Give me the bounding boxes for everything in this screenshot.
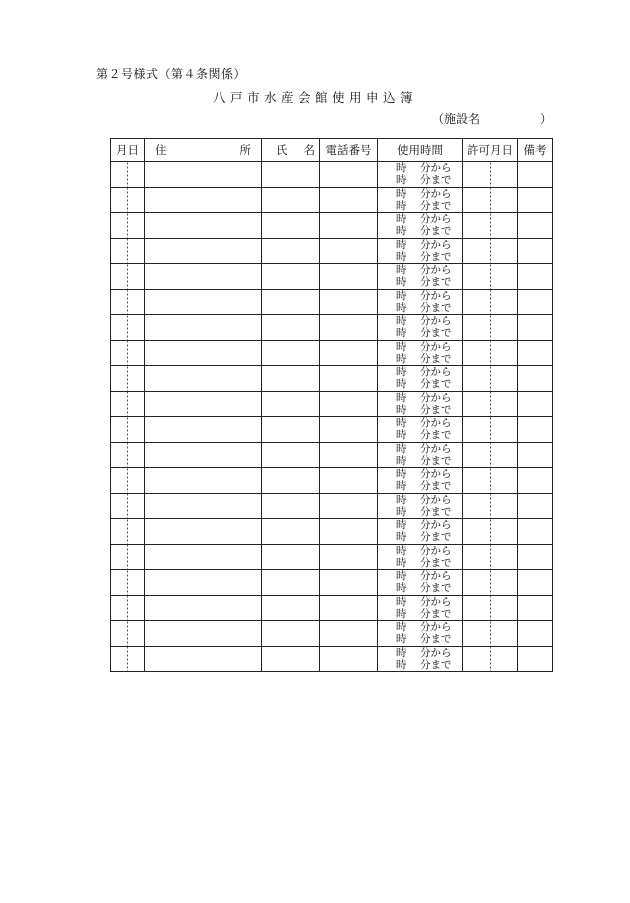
hour-label: 時 — [396, 213, 407, 226]
time-until-line — [396, 557, 462, 569]
usage-time-cell[interactable] — [378, 162, 463, 188]
hour-label: 時 — [396, 556, 407, 569]
time-from-line — [396, 570, 462, 582]
month-day-cell[interactable] — [111, 493, 145, 519]
time-until-line — [396, 659, 462, 671]
from-label: 分から — [420, 468, 452, 481]
time-from-line — [396, 213, 462, 225]
table-row — [111, 391, 553, 417]
name-cell[interactable] — [262, 391, 320, 417]
until-label: 分まで — [420, 174, 452, 187]
address-cell[interactable] — [145, 162, 262, 188]
remarks-cell[interactable] — [518, 162, 553, 188]
form-number: 第２号様式（第４条関係） — [96, 67, 247, 81]
table-row — [111, 340, 553, 366]
from-label: 分から — [420, 366, 452, 379]
address-cell[interactable] — [145, 493, 262, 519]
time-from-line — [396, 596, 462, 608]
usage-time-cell[interactable] — [378, 621, 463, 647]
address-cell[interactable] — [145, 187, 262, 213]
usage-time-cell[interactable] — [378, 519, 463, 545]
address-cell[interactable] — [145, 417, 262, 443]
name-cell[interactable] — [262, 595, 320, 621]
remarks-cell[interactable] — [518, 315, 553, 341]
from-label: 分から — [420, 391, 452, 404]
hour-label: 時 — [396, 633, 407, 646]
remarks-cell[interactable] — [518, 289, 553, 315]
address-cell[interactable] — [145, 315, 262, 341]
hour-label: 時 — [396, 250, 407, 263]
permit-date-cell[interactable] — [463, 340, 518, 366]
remarks-cell[interactable] — [518, 213, 553, 239]
from-label: 分から — [420, 621, 452, 634]
time-from-line — [396, 494, 462, 506]
permit-date-cell[interactable] — [463, 187, 518, 213]
address-cell[interactable] — [145, 264, 262, 290]
hour-label: 時 — [396, 531, 407, 544]
month-day-cell[interactable] — [111, 315, 145, 341]
until-label: 分まで — [420, 250, 452, 263]
permit-date-cell[interactable] — [463, 162, 518, 188]
name-cell[interactable] — [262, 187, 320, 213]
address-cell[interactable] — [145, 646, 262, 672]
phone-cell[interactable] — [320, 519, 378, 545]
table-row — [111, 544, 553, 570]
table-row — [111, 315, 553, 341]
table-row — [111, 468, 553, 494]
hour-label: 時 — [396, 621, 407, 634]
usage-time-cell[interactable] — [378, 366, 463, 392]
hour-label: 時 — [396, 595, 407, 608]
time-until-line — [396, 404, 462, 416]
name-cell[interactable] — [262, 340, 320, 366]
phone-cell[interactable] — [320, 570, 378, 596]
phone-cell[interactable] — [320, 544, 378, 570]
table-row — [111, 213, 553, 239]
from-label: 分から — [420, 315, 452, 328]
hour-label: 時 — [396, 162, 407, 175]
name-cell[interactable] — [262, 646, 320, 672]
time-from-line — [396, 443, 462, 455]
table-row — [111, 442, 553, 468]
name-cell[interactable] — [262, 264, 320, 290]
time-until-line — [396, 480, 462, 492]
time-until-line — [396, 353, 462, 365]
from-label: 分から — [420, 544, 452, 557]
until-label: 分まで — [420, 225, 452, 238]
permit-date-cell[interactable] — [463, 519, 518, 545]
from-label: 分から — [420, 519, 452, 532]
usage-time-cell[interactable] — [378, 595, 463, 621]
permit-date-cell[interactable] — [463, 468, 518, 494]
month-day-cell[interactable] — [111, 391, 145, 417]
phone-cell[interactable] — [320, 264, 378, 290]
month-day-cell[interactable] — [111, 264, 145, 290]
address-cell[interactable] — [145, 544, 262, 570]
header-name-right: 名 — [303, 143, 315, 157]
table-row — [111, 646, 553, 672]
permit-date-cell[interactable] — [463, 289, 518, 315]
header-name — [262, 139, 320, 162]
time-until-line — [396, 225, 462, 237]
hour-label: 時 — [396, 352, 407, 365]
phone-cell[interactable] — [320, 315, 378, 341]
month-day-cell[interactable] — [111, 621, 145, 647]
table-row — [111, 162, 553, 188]
table-row — [111, 289, 553, 315]
time-until-line — [396, 251, 462, 263]
header-phone: 電話番号 — [320, 139, 378, 162]
phone-cell[interactable] — [320, 468, 378, 494]
hour-label: 時 — [396, 315, 407, 328]
month-day-cell[interactable] — [111, 213, 145, 239]
remarks-cell[interactable] — [518, 595, 553, 621]
table-row — [111, 187, 553, 213]
month-day-cell[interactable] — [111, 238, 145, 264]
remarks-cell[interactable] — [518, 570, 553, 596]
time-until-line — [396, 506, 462, 518]
hour-label: 時 — [396, 429, 407, 442]
time-from-line — [396, 315, 462, 327]
month-day-cell[interactable] — [111, 646, 145, 672]
time-from-line — [396, 621, 462, 633]
header-address-left: 住 — [155, 143, 167, 157]
time-until-line — [396, 633, 462, 645]
hour-label: 時 — [396, 289, 407, 302]
address-cell[interactable] — [145, 289, 262, 315]
until-label: 分まで — [420, 327, 452, 340]
name-cell[interactable] — [262, 366, 320, 392]
hour-label: 時 — [396, 391, 407, 404]
time-until-line — [396, 582, 462, 594]
phone-cell[interactable] — [320, 417, 378, 443]
from-label: 分から — [420, 570, 452, 583]
table-row — [111, 621, 553, 647]
hour-label: 時 — [396, 327, 407, 340]
address-cell[interactable] — [145, 595, 262, 621]
remarks-cell[interactable] — [518, 187, 553, 213]
usage-time-cell[interactable] — [378, 340, 463, 366]
header-usage-time: 使用時間 — [378, 139, 463, 162]
table-row — [111, 519, 553, 545]
from-label: 分から — [420, 213, 452, 226]
name-cell[interactable] — [262, 468, 320, 494]
usage-time-cell[interactable] — [378, 468, 463, 494]
remarks-cell[interactable] — [518, 493, 553, 519]
name-cell[interactable] — [262, 289, 320, 315]
until-label: 分まで — [420, 556, 452, 569]
address-cell[interactable] — [145, 213, 262, 239]
permit-date-cell[interactable] — [463, 417, 518, 443]
phone-cell[interactable] — [320, 391, 378, 417]
hour-label: 時 — [396, 225, 407, 238]
address-cell[interactable] — [145, 391, 262, 417]
time-from-line — [396, 519, 462, 531]
time-from-line — [396, 545, 462, 557]
table-header-row — [111, 139, 553, 162]
time-until-line — [396, 429, 462, 441]
hour-label: 時 — [396, 301, 407, 314]
time-until-line — [396, 378, 462, 390]
name-cell[interactable] — [262, 315, 320, 341]
time-until-line — [396, 531, 462, 543]
hour-label: 時 — [396, 340, 407, 353]
usage-time-cell[interactable] — [378, 646, 463, 672]
month-day-cell[interactable] — [111, 366, 145, 392]
hour-label: 時 — [396, 174, 407, 187]
usage-time-cell[interactable] — [378, 442, 463, 468]
permit-date-cell[interactable] — [463, 646, 518, 672]
phone-cell[interactable] — [320, 187, 378, 213]
until-label: 分まで — [420, 378, 452, 391]
time-from-line — [396, 417, 462, 429]
permit-date-cell[interactable] — [463, 213, 518, 239]
time-from-line — [396, 392, 462, 404]
hour-label: 時 — [396, 519, 407, 532]
name-cell[interactable] — [262, 544, 320, 570]
month-day-cell[interactable] — [111, 519, 145, 545]
permit-date-cell[interactable] — [463, 442, 518, 468]
name-cell[interactable] — [262, 493, 320, 519]
remarks-cell[interactable] — [518, 391, 553, 417]
hour-label: 時 — [396, 570, 407, 583]
time-until-line — [396, 174, 462, 186]
usage-time-cell[interactable] — [378, 391, 463, 417]
phone-cell[interactable] — [320, 238, 378, 264]
from-label: 分から — [420, 493, 452, 506]
month-day-cell[interactable] — [111, 595, 145, 621]
time-from-line — [396, 264, 462, 276]
until-label: 分まで — [420, 505, 452, 518]
month-day-cell[interactable] — [111, 289, 145, 315]
month-day-cell[interactable] — [111, 340, 145, 366]
usage-time-cell[interactable] — [378, 544, 463, 570]
phone-cell[interactable] — [320, 493, 378, 519]
until-label: 分まで — [420, 352, 452, 365]
usage-time-cell[interactable] — [378, 493, 463, 519]
hour-label: 時 — [396, 442, 407, 455]
phone-cell[interactable] — [320, 340, 378, 366]
from-label: 分から — [420, 595, 452, 608]
hour-label: 時 — [396, 544, 407, 557]
phone-cell[interactable] — [320, 621, 378, 647]
time-from-line — [396, 647, 462, 659]
phone-cell[interactable] — [320, 646, 378, 672]
address-cell[interactable] — [145, 366, 262, 392]
until-label: 分まで — [420, 582, 452, 595]
phone-cell[interactable] — [320, 595, 378, 621]
hour-label: 時 — [396, 468, 407, 481]
facility-name-line — [432, 110, 552, 127]
phone-cell[interactable] — [320, 366, 378, 392]
remarks-cell[interactable] — [518, 366, 553, 392]
table-row — [111, 264, 553, 290]
time-from-line — [396, 341, 462, 353]
month-day-cell[interactable] — [111, 417, 145, 443]
facility-name-label: （施設名 — [432, 112, 481, 126]
time-until-line — [396, 276, 462, 288]
name-cell[interactable] — [262, 238, 320, 264]
until-label: 分まで — [420, 633, 452, 646]
from-label: 分から — [420, 340, 452, 353]
name-cell[interactable] — [262, 162, 320, 188]
hour-label: 時 — [396, 276, 407, 289]
hour-label: 時 — [396, 403, 407, 416]
month-day-cell[interactable] — [111, 468, 145, 494]
until-label: 分まで — [420, 480, 452, 493]
permit-date-cell[interactable] — [463, 366, 518, 392]
phone-cell[interactable] — [320, 442, 378, 468]
hour-label: 時 — [396, 505, 407, 518]
time-until-line — [396, 302, 462, 314]
until-label: 分まで — [420, 199, 452, 212]
remarks-cell[interactable] — [518, 264, 553, 290]
permit-date-cell[interactable] — [463, 595, 518, 621]
table-row — [111, 417, 553, 443]
month-day-cell[interactable] — [111, 544, 145, 570]
usage-time-cell[interactable] — [378, 213, 463, 239]
time-from-line — [396, 162, 462, 174]
address-cell[interactable] — [145, 468, 262, 494]
until-label: 分まで — [420, 429, 452, 442]
from-label: 分から — [420, 238, 452, 251]
until-label: 分まで — [420, 301, 452, 314]
table-row — [111, 570, 553, 596]
remarks-cell[interactable] — [518, 442, 553, 468]
month-day-cell[interactable] — [111, 162, 145, 188]
month-day-cell[interactable] — [111, 187, 145, 213]
name-cell[interactable] — [262, 570, 320, 596]
permit-date-cell[interactable] — [463, 264, 518, 290]
phone-cell[interactable] — [320, 289, 378, 315]
hour-label: 時 — [396, 366, 407, 379]
application-register-table — [110, 138, 553, 672]
remarks-cell[interactable] — [518, 519, 553, 545]
hour-label: 時 — [396, 417, 407, 430]
address-cell[interactable] — [145, 519, 262, 545]
usage-time-cell[interactable] — [378, 315, 463, 341]
usage-time-cell[interactable] — [378, 187, 463, 213]
until-label: 分まで — [420, 403, 452, 416]
hour-label: 時 — [396, 454, 407, 467]
until-label: 分まで — [420, 658, 452, 671]
time-from-line — [396, 290, 462, 302]
table-row — [111, 493, 553, 519]
table-row — [111, 366, 553, 392]
name-cell[interactable] — [262, 621, 320, 647]
time-from-line — [396, 366, 462, 378]
usage-time-cell[interactable] — [378, 238, 463, 264]
address-cell[interactable] — [145, 570, 262, 596]
until-label: 分まで — [420, 531, 452, 544]
permit-date-cell[interactable] — [463, 315, 518, 341]
header-address — [145, 139, 262, 162]
document-title: 八戸市水産会館使用申込簿 — [212, 90, 417, 105]
name-cell[interactable] — [262, 417, 320, 443]
hour-label: 時 — [396, 582, 407, 595]
phone-cell[interactable] — [320, 162, 378, 188]
phone-cell[interactable] — [320, 213, 378, 239]
remarks-cell[interactable] — [518, 621, 553, 647]
remarks-cell[interactable] — [518, 646, 553, 672]
hour-label: 時 — [396, 187, 407, 200]
address-cell[interactable] — [145, 621, 262, 647]
until-label: 分まで — [420, 607, 452, 620]
hour-label: 時 — [396, 607, 407, 620]
permit-date-cell[interactable] — [463, 238, 518, 264]
hour-label: 時 — [396, 264, 407, 277]
time-from-line — [396, 239, 462, 251]
permit-date-cell[interactable] — [463, 493, 518, 519]
hour-label: 時 — [396, 480, 407, 493]
time-until-line — [396, 200, 462, 212]
permit-date-cell[interactable] — [463, 544, 518, 570]
table-row — [111, 595, 553, 621]
permit-date-cell[interactable] — [463, 570, 518, 596]
header-name-left: 氏 — [276, 143, 288, 157]
usage-time-cell[interactable] — [378, 417, 463, 443]
time-from-line — [396, 468, 462, 480]
header-address-right: 所 — [239, 143, 251, 157]
remarks-cell[interactable] — [518, 340, 553, 366]
time-until-line — [396, 327, 462, 339]
name-cell[interactable] — [262, 519, 320, 545]
month-day-cell[interactable] — [111, 442, 145, 468]
until-label: 分まで — [420, 454, 452, 467]
hour-label: 時 — [396, 493, 407, 506]
permit-date-cell[interactable] — [463, 391, 518, 417]
usage-time-cell[interactable] — [378, 289, 463, 315]
hour-label: 時 — [396, 658, 407, 671]
header-remarks: 備考 — [518, 139, 553, 162]
from-label: 分から — [420, 417, 452, 430]
usage-time-cell[interactable] — [378, 264, 463, 290]
from-label: 分から — [420, 289, 452, 302]
name-cell[interactable] — [262, 442, 320, 468]
hour-label: 時 — [396, 378, 407, 391]
time-until-line — [396, 608, 462, 620]
address-cell[interactable] — [145, 340, 262, 366]
address-cell[interactable] — [145, 238, 262, 264]
register-body — [111, 162, 553, 672]
usage-time-cell[interactable] — [378, 570, 463, 596]
from-label: 分から — [420, 187, 452, 200]
name-cell[interactable] — [262, 213, 320, 239]
remarks-cell[interactable] — [518, 544, 553, 570]
time-until-line — [396, 455, 462, 467]
header-permit-date: 許可月日 — [463, 139, 518, 162]
hour-label: 時 — [396, 238, 407, 251]
permit-date-cell[interactable] — [463, 621, 518, 647]
hour-label: 時 — [396, 646, 407, 659]
remarks-cell[interactable] — [518, 238, 553, 264]
from-label: 分から — [420, 162, 452, 175]
from-label: 分から — [420, 442, 452, 455]
from-label: 分から — [420, 264, 452, 277]
until-label: 分まで — [420, 276, 452, 289]
time-from-line — [396, 188, 462, 200]
table-row — [111, 238, 553, 264]
remarks-cell[interactable] — [518, 468, 553, 494]
address-cell[interactable] — [145, 442, 262, 468]
from-label: 分から — [420, 646, 452, 659]
facility-name-close: ） — [540, 112, 553, 126]
header-month-day: 月日 — [111, 139, 145, 162]
remarks-cell[interactable] — [518, 417, 553, 443]
hour-label: 時 — [396, 199, 407, 212]
month-day-cell[interactable] — [111, 570, 145, 596]
